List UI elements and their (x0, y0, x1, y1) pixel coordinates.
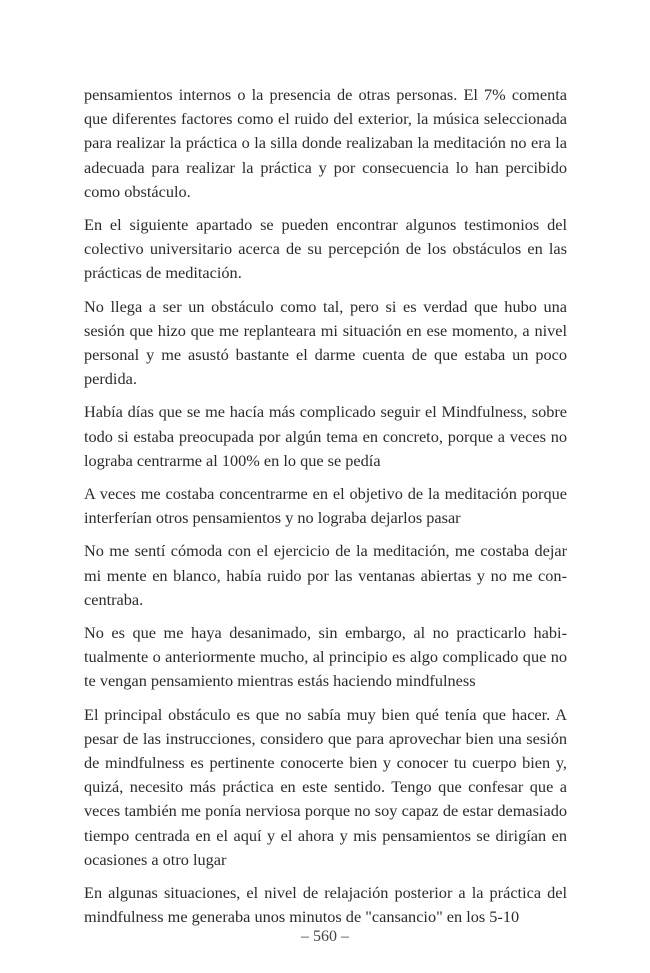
testimony-4: No me sentí cómoda con el ejercicio de la meditación, me costaba dejar mi mente en blanco, había ruido por las ventanas abiertas y no me concentraba. (84, 541, 567, 609)
testimony-5: No es que me haya desanimado, sin embargo, al no practicarlo habitualmente o anteriormente mucho, al principio es algo complicado que no te vengan pensamiento mientras estás haciendo mindfulness (84, 623, 567, 691)
testimony-7: En algunas situaciones, el nivel de relajación posterior a la práctica del mindfulness me generaba unos minutos de "cansancio" en los 5-10 (84, 883, 567, 927)
page-number: – 560 – (301, 928, 349, 945)
testimony-2: Había días que se me hacía más complicado seguir el Mindfulness, sobre todo si estaba preocupada por algún tema en concreto, porque a veces no lograba centrarme al 100% en lo que se pedía (84, 402, 567, 470)
paragraph-2: En el siguiente apartado se pueden encontrar algunos testimonios del colectivo universitario acerca de su percepción de los obstáculos en las prácticas de meditación. (84, 215, 567, 283)
testimony-3: A veces me costaba concentrarme en el objetivo de la meditación porque interferían otros pensamientos y no lograba dejarlos pasar (84, 484, 567, 528)
testimony-6: El principal obstáculo es que no sabía muy bien qué tenía que hacer. A pesar de las instrucciones, considero que para aprovechar bien una sesión de mindfulness es pertinente conocerte bien y conocer tu cuerpo bien y, quizá, necesito más práctica en este sentido. Tengo que confesar que a veces también me ponía nerviosa porque no soy capaz de estar demasiado tiempo centrada en el aquí y el ahora y mis pensamientos se dirigían en ocasiones a otro lugar (84, 704, 567, 869)
testimony-1: No llega a ser un obstáculo como tal, pero si es verdad que hubo una sesión que hizo que me replanteara mi situación en ese momento, a nivel personal y me asustó bastante el darme cuenta de que estaba un poco perdida. (84, 296, 567, 389)
paragraph-1: pensamientos internos o la presencia de otras personas. El 7% comenta que diferentes factores como el ruido del exterior, la música seleccionada para realizar la práctica o la silla donde realizaban la meditación no era la adecuada para realizar la práctica y por consecuencia lo han percibido como obstáculo. (84, 85, 567, 201)
page-body (84, 83, 567, 939)
